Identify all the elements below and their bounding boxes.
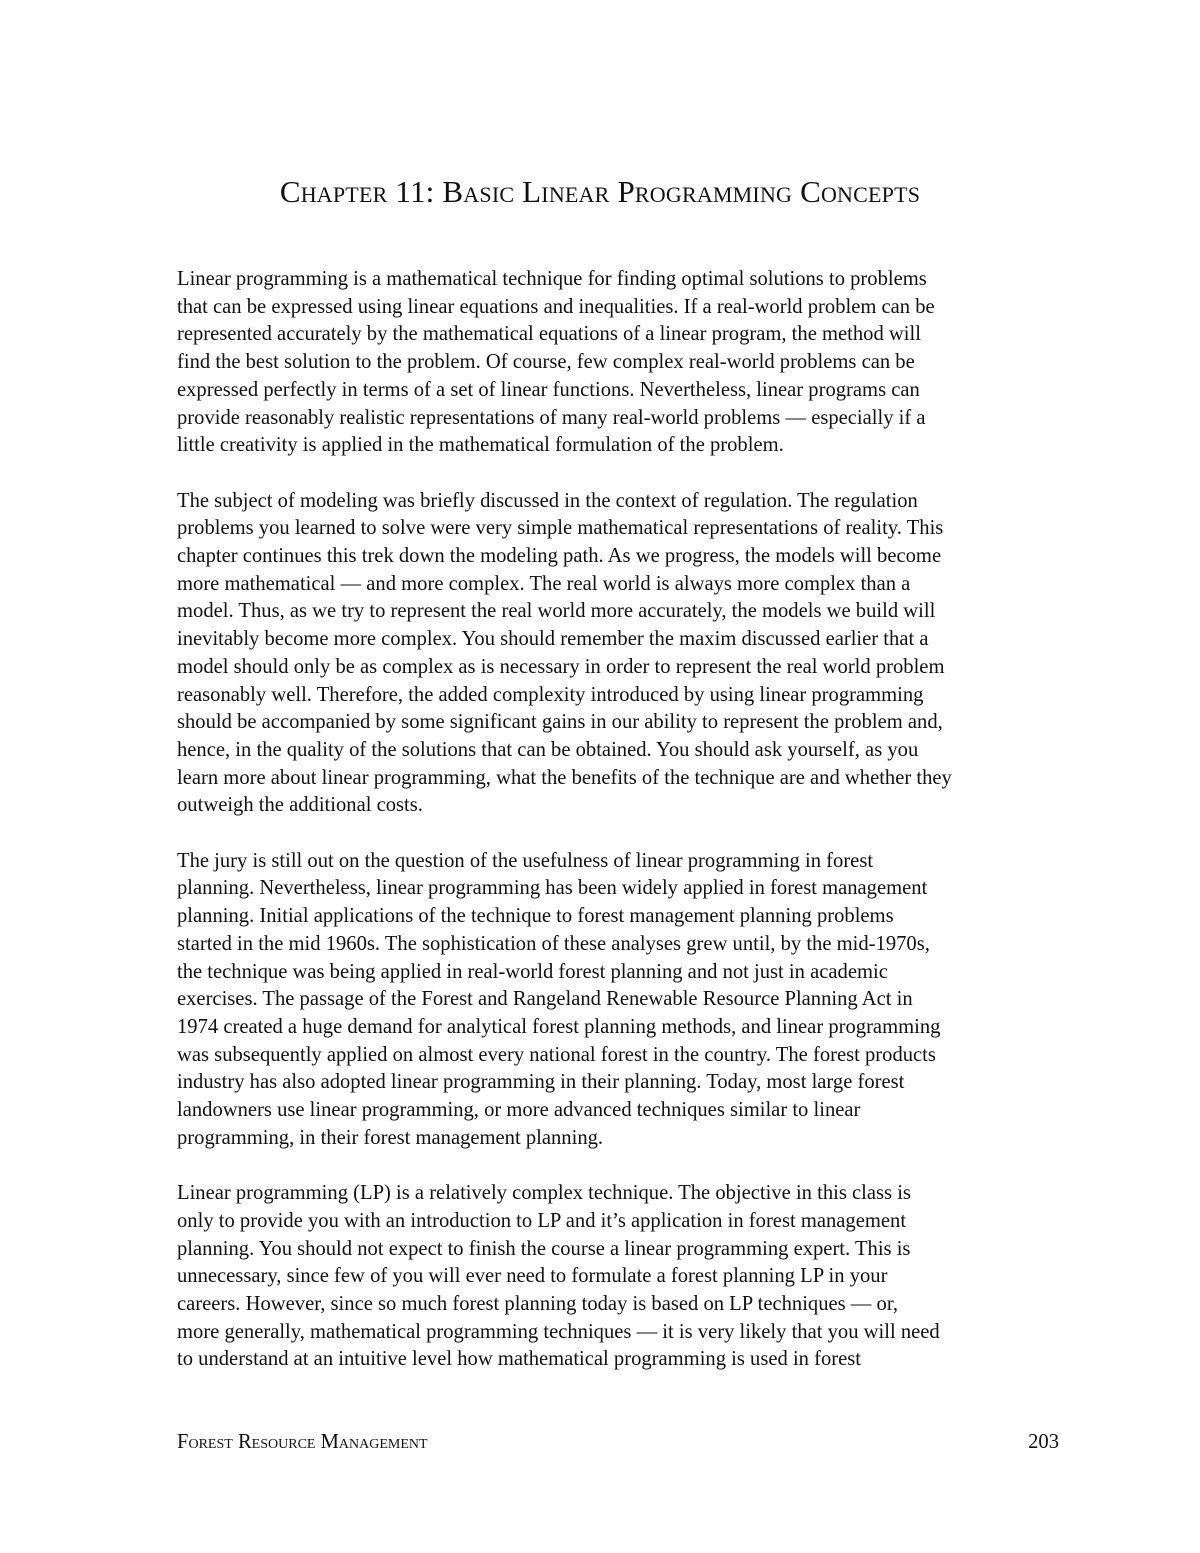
text-line: inevitably become more complex. You should remember the maxim discussed earlier that a bbox=[177, 628, 929, 651]
text-line: learn more about linear programming, what the benefits of the technique are and whether they bbox=[177, 766, 952, 789]
text-line: started in the mid 1960s. The sophistication of these analyses grew until, by the mid-1970s, bbox=[177, 932, 930, 955]
text-line: landowners use linear programming, or more advanced techniques similar to linear bbox=[177, 1099, 861, 1122]
paragraph-2 bbox=[177, 488, 1067, 820]
text-line: reasonably well. Therefore, the added complexity introduced by using linear programming bbox=[177, 683, 924, 706]
text-line: The jury is still out on the question of the usefulness of linear programming in forest bbox=[177, 849, 874, 872]
text-line: more generally, mathematical programming techniques — it is very likely that you will need bbox=[177, 1320, 940, 1343]
text-line: outweigh the additional costs. bbox=[177, 794, 423, 817]
text-line: exercises. The passage of the Forest and Rangeland Renewable Resource Planning Act in bbox=[177, 988, 913, 1011]
text-line: The subject of modeling was briefly discussed in the context of regulation. The regulation bbox=[177, 489, 918, 512]
text-line: programming, in their forest management planning. bbox=[177, 1126, 604, 1149]
text-line: Linear programming (LP) is a relatively complex technique. The objective in this class is bbox=[177, 1182, 911, 1205]
text-line: 1974 created a huge demand for analytical forest planning methods, and linear programming bbox=[177, 1015, 941, 1038]
text-line: that can be expressed using linear equations and inequalities. If a real-world problem can be bbox=[177, 295, 935, 318]
paragraph-3 bbox=[177, 848, 1067, 1153]
text-line: industry has also adopted linear programming in their planning. Today, most large forest bbox=[177, 1071, 905, 1094]
footer-title: Forest Resource Management bbox=[177, 1431, 428, 1453]
text-line: model. Thus, as we try to represent the real world more accurately, the models we build will bbox=[177, 600, 936, 623]
text-line: represented accurately by the mathematical equations of a linear program, the method will bbox=[177, 323, 921, 346]
paragraph-1 bbox=[177, 266, 1067, 460]
text-line: expressed perfectly in terms of a set of linear functions. Nevertheless, linear programs can bbox=[177, 378, 920, 401]
text-line: planning. You should not expect to finish the course a linear programming expert. This is bbox=[177, 1237, 911, 1260]
text-line: planning. Nevertheless, linear programming has been widely applied in forest management bbox=[177, 877, 928, 900]
text-line: only to provide you with an introduction to LP and it’s application in forest management bbox=[177, 1209, 907, 1232]
text-line: should be accompanied by some significant gains in our ability to represent the problem and, bbox=[177, 711, 943, 734]
text-line: little creativity is applied in the mathematical formulation of the problem. bbox=[177, 434, 784, 457]
text-line: to understand at an intuitive level how mathematical programming is used in forest bbox=[177, 1348, 861, 1371]
body-text bbox=[177, 266, 1067, 1402]
text-line: the technique was being applied in real-world forest planning and not just in academic bbox=[177, 960, 888, 983]
text-line: more mathematical — and more complex. The real world is always more complex than a bbox=[177, 572, 911, 595]
text-line: careers. However, since so much forest planning today is based on LP techniques — or, bbox=[177, 1292, 899, 1315]
text-line: Linear programming is a mathematical technique for finding optimal solutions to problems bbox=[177, 268, 927, 290]
text-line: find the best solution to the problem. Of course, few complex real-world problems can be bbox=[177, 351, 915, 374]
chapter-title: Chapter 11: Basic Linear Programming Concepts bbox=[279, 174, 921, 209]
paragraph-4 bbox=[177, 1180, 1067, 1374]
text-line: model should only be as complex as is necessary in order to represent the real world problem bbox=[177, 655, 945, 678]
page-number: 203 bbox=[1028, 1431, 1059, 1453]
text-line: planning. Initial applications of the technique to forest management planning problems bbox=[177, 905, 894, 928]
text-line: was subsequently applied on almost every national forest in the country. The forest products bbox=[177, 1043, 936, 1066]
text-line: hence, in the quality of the solutions that can be obtained. You should ask yourself, as you bbox=[177, 738, 919, 761]
text-line: unnecessary, since few of you will ever need to formulate a forest planning LP in your bbox=[177, 1265, 888, 1288]
text-line: chapter continues this trek down the modeling path. As we progress, the models will become bbox=[177, 545, 942, 568]
text-line: problems you learned to solve were very simple mathematical representations of reality. This bbox=[177, 517, 944, 540]
text-line: provide reasonably realistic representations of many real-world problems — especially if a bbox=[177, 406, 926, 429]
